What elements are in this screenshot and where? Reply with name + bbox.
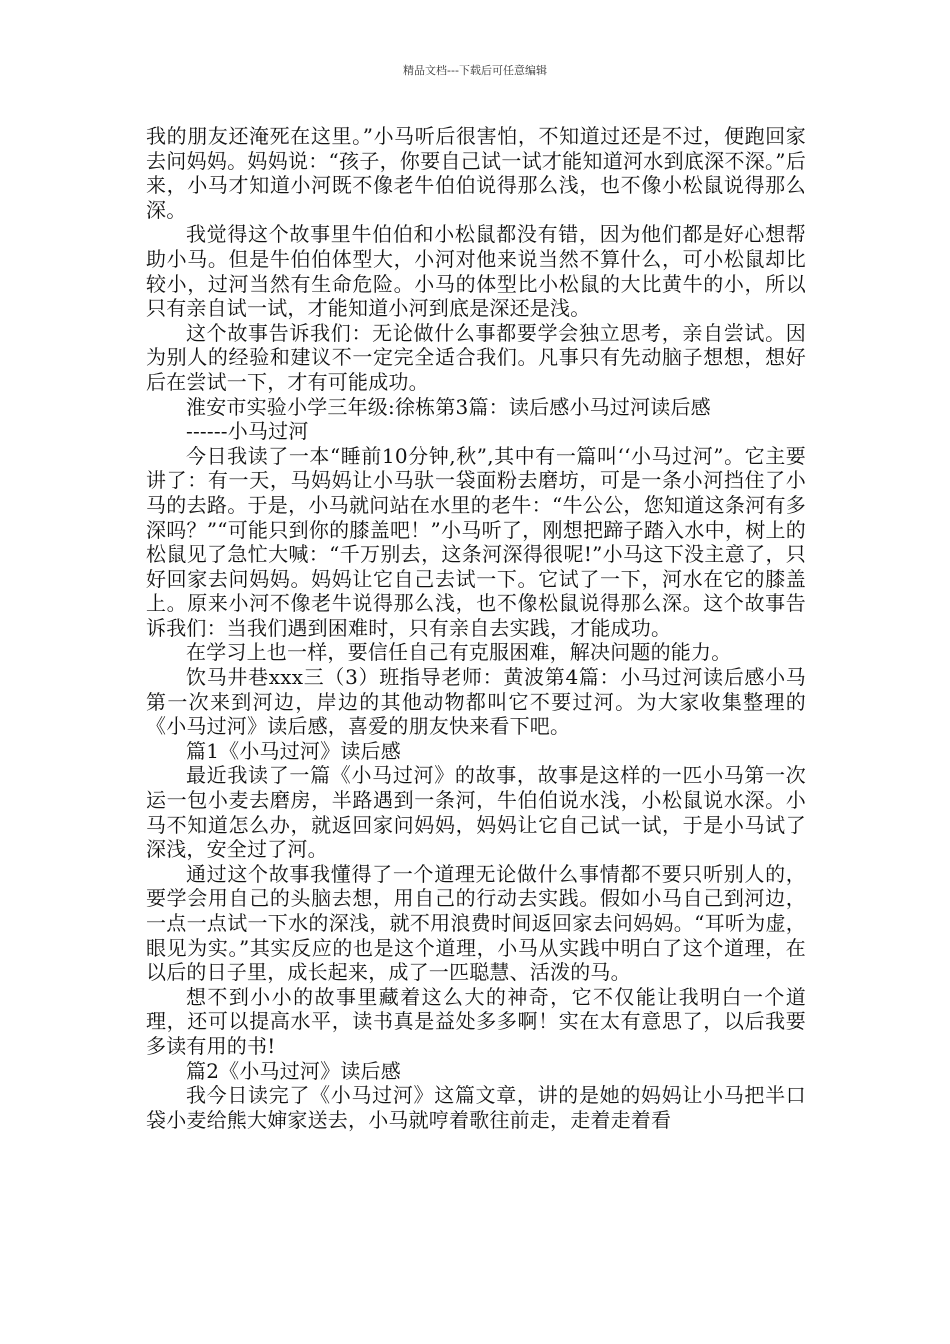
paragraph-5: ------小马过河 xyxy=(186,419,309,444)
paragraph-14: 我今日读完了《小马过河》这篇文章，讲的是她的妈妈让小马把半口袋小麦给熊大婶家送去，小马就哼着歌往前走，走着走着看 xyxy=(146,1083,806,1132)
section-heading-2: 篇2《小马过河》读后感 xyxy=(186,1058,401,1083)
paragraph-10: 最近我读了一篇《小马过河》的故事，故事是这样的一匹小马第一次运一包小麦去磨房，半路遇到一条河，牛伯伯说水浅，小松鼠说水深。小马不知道怎么办，就返回家问妈妈，妈妈让它自己试一试，于是小马试了深浅，安全过了河。 xyxy=(146,763,806,862)
paragraph-8: 饮马井巷xxx三（3）班指导老师：黄波第4篇：小马过河读后感小马第一次来到河边，岸边的其他动物都叫它不要过河。为大家收集整理的《小马过河》读后感，喜爱的朋友快来看下吧。 xyxy=(146,665,806,739)
section-heading-1: 篇1《小马过河》读后感 xyxy=(186,738,401,763)
document-body xyxy=(146,124,806,1132)
paragraph-3: 这个故事告诉我们：无论做什么事都要学会独立思考，亲自尝试。因为别人的经验和建议不一定完全适合我们。凡事只有先动脑子想想，想好后在尝试一下，才有可能成功。 xyxy=(146,320,806,394)
paragraph-4: 淮安市实验小学三年级:徐栋第3篇：读后感小马过河读后感 xyxy=(186,394,711,419)
paragraph-12: 想不到小小的故事里藏着这么大的神奇，它不仅能让我明白一个道理，还可以提高水平，读书真是益处多多啊！实在太有意思了，以后我要多读有用的书! xyxy=(146,984,806,1058)
paragraph-1: 我的朋友还淹死在这里。”小马听后很害怕，不知道过还是不过，便跑回家去问妈妈。妈妈说：“孩子，你要自己试一试才能知道河水到底深不深。”后来，小马才知道小河既不像老牛伯伯说得那么浅，也不像小松鼠说得那么深。 xyxy=(146,124,806,222)
paragraph-2: 我觉得这个故事里牛伯伯和小松鼠都没有错，因为他们都是好心想帮助小马。但是牛伯伯体型大，小河对他来说当然不算什么，可小松鼠却比较小，过河当然有生命危险。小马的体型比小松鼠的大比黄牛的小，所以只有亲自试一试，才能知道小河到底是深还是浅。 xyxy=(146,222,806,321)
paragraph-11: 通过这个故事我懂得了一个道理无论做什么事情都不要只听别人的，要学会用自己的头脑去想，用自己的行动去实践。假如小马自己到河边，一点一点试一下水的深浅，就不用浪费时间返回家去问妈妈。“耳听为虚，眼见为实。”其实反应的也是这个道理，小马从实践中明白了这个道理，在以后的日子里，成长起来，成了一匹聪慧、活泼的马。 xyxy=(146,861,806,985)
paragraph-7: 在学习上也一样，要信任自己有克服困难，解决问题的能力。 xyxy=(186,640,732,665)
paragraph-6: 今日我读了一本“睡前10分钟,秋”,其中有一篇叫‘‘小马过河”。它主要讲了：有一天，马妈妈让小马驮一袋面粉去磨坊，可是一条小河挡住了小马的去路。于是，小马就问站在水里的老牛：“牛公公，您知道这条河有多深吗？”“可能只到你的膝盖吧！”小马听了，刚想把蹄子踏入水中，树上的松鼠见了急忙大喊：“千万别去，这条河深得很呢!”小马这下没主意了，只好回家去问妈妈。妈妈让它自己去试一下。它试了一下，河水在它的膝盖上。原来小河不像老牛说得那么浅，也不像松鼠说得那么深。这个故事告诉我们：当我们遇到困难时，只有亲自去实践，才能成功。 xyxy=(146,443,806,640)
page-header: 精品文档---下载后可任意编辑 xyxy=(403,64,547,77)
